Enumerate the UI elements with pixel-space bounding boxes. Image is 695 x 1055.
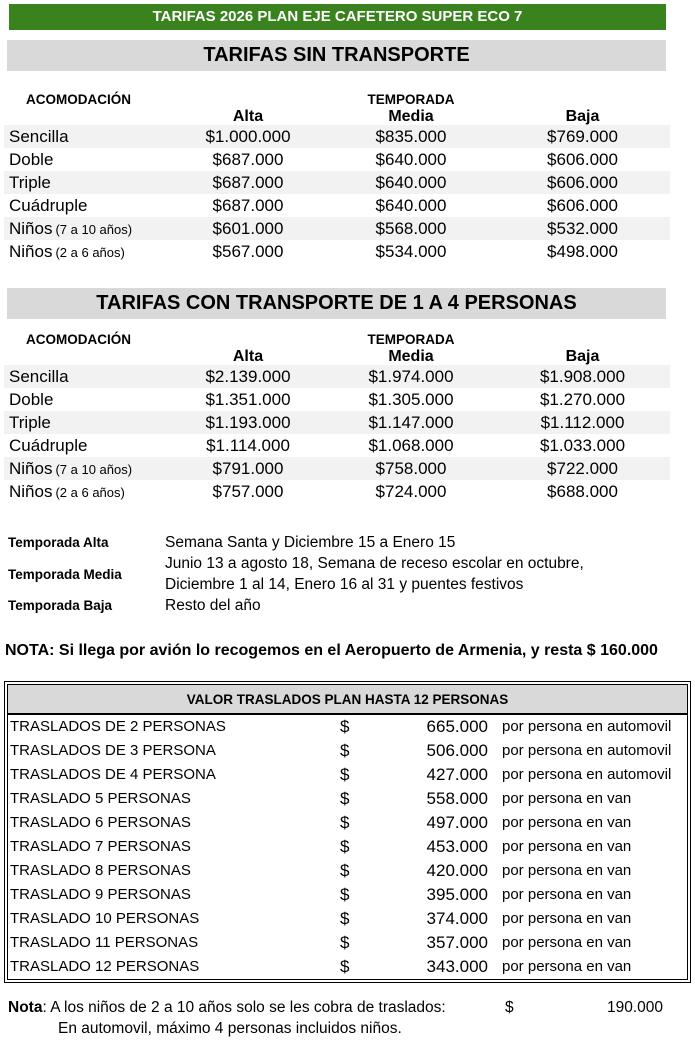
currency-symbol: $ [505,999,514,1016]
transfer-row [8,883,687,907]
col-header-media: Media [388,108,434,125]
table-row [4,194,670,217]
season-row-media [8,553,695,595]
row-label-note: (2 a 6 años) [55,485,125,500]
price-baja: $606.000 [547,196,618,215]
season-row-baja [8,595,695,616]
price-media: $640.000 [375,196,447,215]
row-label: Triple [9,413,51,432]
page-title: TARIFAS 2026 PLAN EJE CAFETERO SUPER ECO 7 [152,8,523,25]
season-row-alta [8,532,695,553]
transfer-unit: por persona en van [502,790,632,807]
transfer-row [8,835,687,859]
transfer-label: TRASLADO 5 PERSONAS [10,790,191,807]
transfer-row [8,931,687,955]
price-media: $1.305.000 [368,390,454,409]
currency-symbol: $ [340,789,350,808]
transfer-price: 665.000 [426,717,488,736]
transfer-unit: por persona en van [502,886,632,903]
children-transfer-price: 190.000 [606,999,663,1016]
accommodation-header: ACOMODACIÓN [26,332,131,347]
price-alta: $687.000 [212,173,284,192]
transfer-price: 506.000 [426,741,488,760]
transfer-unit: por persona en automovil [502,766,672,783]
transfer-unit: por persona en van [502,934,632,951]
transfer-price: 497.000 [426,813,488,832]
row-label: Cuádruple [9,436,88,455]
transfer-price: 453.000 [426,837,488,856]
transfer-price: 395.000 [426,885,488,904]
table-row [4,388,670,411]
price-media: $1.974.000 [368,367,454,386]
price-alta: $1.193.000 [205,413,291,432]
transfer-unit: por persona en van [502,958,632,975]
price-media: $640.000 [375,173,447,192]
children-note [8,997,695,1039]
transfer-label: TRASLADO 6 PERSONAS [10,814,191,831]
transfer-unit: por persona en van [502,862,632,879]
transfer-label: TRASLADOS DE 4 PERSONA [10,766,216,783]
transfer-row [8,811,687,835]
price-baja: $606.000 [547,150,618,169]
season-label: Temporada Alta [8,535,109,550]
row-label: Niños (7 a 10 años) [9,459,133,478]
currency-symbol: $ [340,933,350,952]
transfer-row [8,787,687,811]
price-alta: $687.000 [212,196,284,215]
table-row [4,411,670,434]
note-bold-prefix: Nota [8,999,43,1016]
currency-symbol: $ [340,765,350,784]
transfer-row [8,859,687,883]
transfer-price: 357.000 [426,933,488,952]
rates-table-sin-transporte [4,91,670,263]
price-media: $724.000 [375,482,447,501]
row-label: Sencilla [9,127,69,146]
price-alta: $567.000 [212,242,284,261]
currency-symbol: $ [340,957,350,976]
price-baja: $1.112.000 [540,413,625,432]
currency-symbol: $ [340,837,350,856]
price-media: $568.000 [375,219,447,238]
price-alta: $687.000 [212,150,284,169]
transfer-row [8,715,687,739]
col-header-baja: Baja [565,348,600,365]
section-title-sin-transporte [7,40,666,71]
col-header-media: Media [388,348,434,365]
price-baja: $688.000 [547,482,618,501]
col-header-alta: Alta [232,348,264,365]
price-baja: $498.000 [547,242,618,261]
season-label: Temporada Media [8,566,122,582]
transfer-row [8,955,687,979]
transfer-price: 558.000 [426,789,488,808]
transfer-unit: por persona en van [502,814,632,831]
price-alta: $757.000 [212,482,284,501]
transfer-row [8,907,687,931]
price-baja: $1.033.000 [539,436,626,455]
transfer-unit: por persona en van [502,910,632,927]
transfer-unit: por persona en automovil [502,742,672,759]
rates-table-con-transporte [4,331,670,503]
transfer-label: TRASLADO 11 PERSONAS [10,934,199,951]
price-media: $1.147.000 [368,413,454,432]
price-alta: $1.000.000 [205,127,291,146]
transfer-label: TRASLADO 7 PERSONAS [10,838,191,855]
price-baja: $722.000 [547,459,618,478]
season-header: TEMPORADA [367,92,455,107]
transfer-price: 343.000 [426,957,488,976]
table-row [4,148,670,171]
currency-symbol: $ [340,813,350,832]
section-title-text: TARIFAS CON TRANSPORTE DE 1 A 4 PERSONAS [96,292,577,314]
transfer-unit: por persona en automovil [502,718,672,735]
empty-cell [4,348,169,365]
price-alta: $1.351.000 [205,390,291,409]
season-header: TEMPORADA [367,332,455,347]
table-row [4,365,670,388]
season-definitions [8,532,695,616]
transfer-label: TRASLADOS DE 3 PERSONA [10,742,216,759]
row-label: Doble [9,390,54,409]
row-label-note: (7 a 10 años) [55,222,133,237]
table-group-header [4,331,670,348]
transfer-label: TRASLADOS DE 2 PERSONAS [10,718,226,735]
row-label: Cuádruple [9,196,88,215]
page-title-banner [9,4,666,30]
season-value: Resto del año [165,597,261,614]
row-label: Niños (2 a 6 años) [9,242,125,261]
price-baja: $1.908.000 [539,367,626,386]
table-row [4,434,670,457]
transfer-label: TRASLADO 10 PERSONAS [10,910,200,927]
table-column-headers [4,108,670,125]
season-value: Semana Santa y Diciembre 15 a Enero 15 [165,534,456,551]
price-alta: $601.000 [212,219,284,238]
season-value: Junio 13 a agosto 18, Semana de receso escolar en octubre, Diciembre 1 al 14, Enero 16 al 31 y puentes festivos [165,555,584,593]
price-baja: $1.270.000 [539,390,626,409]
transfers-table [4,681,691,983]
price-baja: $606.000 [547,173,618,192]
season-label: Temporada Baja [8,598,113,613]
table-group-header [4,91,670,108]
transfer-label: TRASLADO 8 PERSONAS [10,862,191,879]
currency-symbol: $ [340,741,350,760]
transfers-table-title: VALOR TRASLADOS PLAN HASTA 12 PERSONAS [8,685,687,715]
price-alta: $791.000 [212,459,284,478]
col-header-baja: Baja [565,108,600,125]
transfer-label: TRASLADO 12 PERSONAS [10,958,200,975]
table-column-headers [4,348,670,365]
row-label: Niños (2 a 6 años) [9,482,125,501]
table-row [4,125,670,148]
note-text: : A los niños de 2 a 10 años solo se les cobra de traslados: [42,999,446,1016]
transfer-unit: por persona en van [502,838,632,855]
transfer-row [8,739,687,763]
price-alta: $1.114.000 [206,436,290,455]
table-row [4,240,670,263]
row-label-note: (2 a 6 años) [55,245,125,260]
row-label-note: (7 a 10 años) [55,462,133,477]
children-note-line2: En automovil, máximo 4 personas incluidos niños. [58,1020,402,1037]
price-baja: $532.000 [547,219,618,238]
table-row [4,217,670,240]
transfer-price: 374.000 [426,909,488,928]
price-media: $640.000 [375,150,447,169]
children-note-line1 [8,997,695,1018]
transfer-label: TRASLADO 9 PERSONAS [10,886,191,903]
price-media: $1.068.000 [368,436,454,455]
table-row [4,171,670,194]
currency-symbol: $ [340,885,350,904]
price-media: $835.000 [375,127,447,146]
transfer-price: 427.000 [426,765,488,784]
table-row [4,457,670,480]
airport-note: NOTA: Si llega por avión lo recogemos en el Aeropuerto de Armenia, y resta $ 160.000 [5,642,658,659]
price-baja: $769.000 [547,127,618,146]
price-media: $758.000 [375,459,447,478]
table-row [4,480,670,503]
row-label: Niños (7 a 10 años) [9,219,133,238]
currency-symbol: $ [340,861,350,880]
currency-symbol: $ [340,717,350,736]
empty-cell [4,108,169,125]
currency-symbol: $ [340,909,350,928]
price-media: $534.000 [375,242,447,261]
section-title-con-transporte [7,288,666,319]
accommodation-header: ACOMODACIÓN [26,92,131,107]
row-label: Doble [9,150,54,169]
transfer-row [8,763,687,787]
section-title-text: TARIFAS SIN TRANSPORTE [203,44,470,66]
row-label: Sencilla [9,367,69,386]
col-header-alta: Alta [232,108,264,125]
transfer-price: 420.000 [426,861,488,880]
price-alta: $2.139.000 [205,367,291,386]
row-label: Triple [9,173,51,192]
